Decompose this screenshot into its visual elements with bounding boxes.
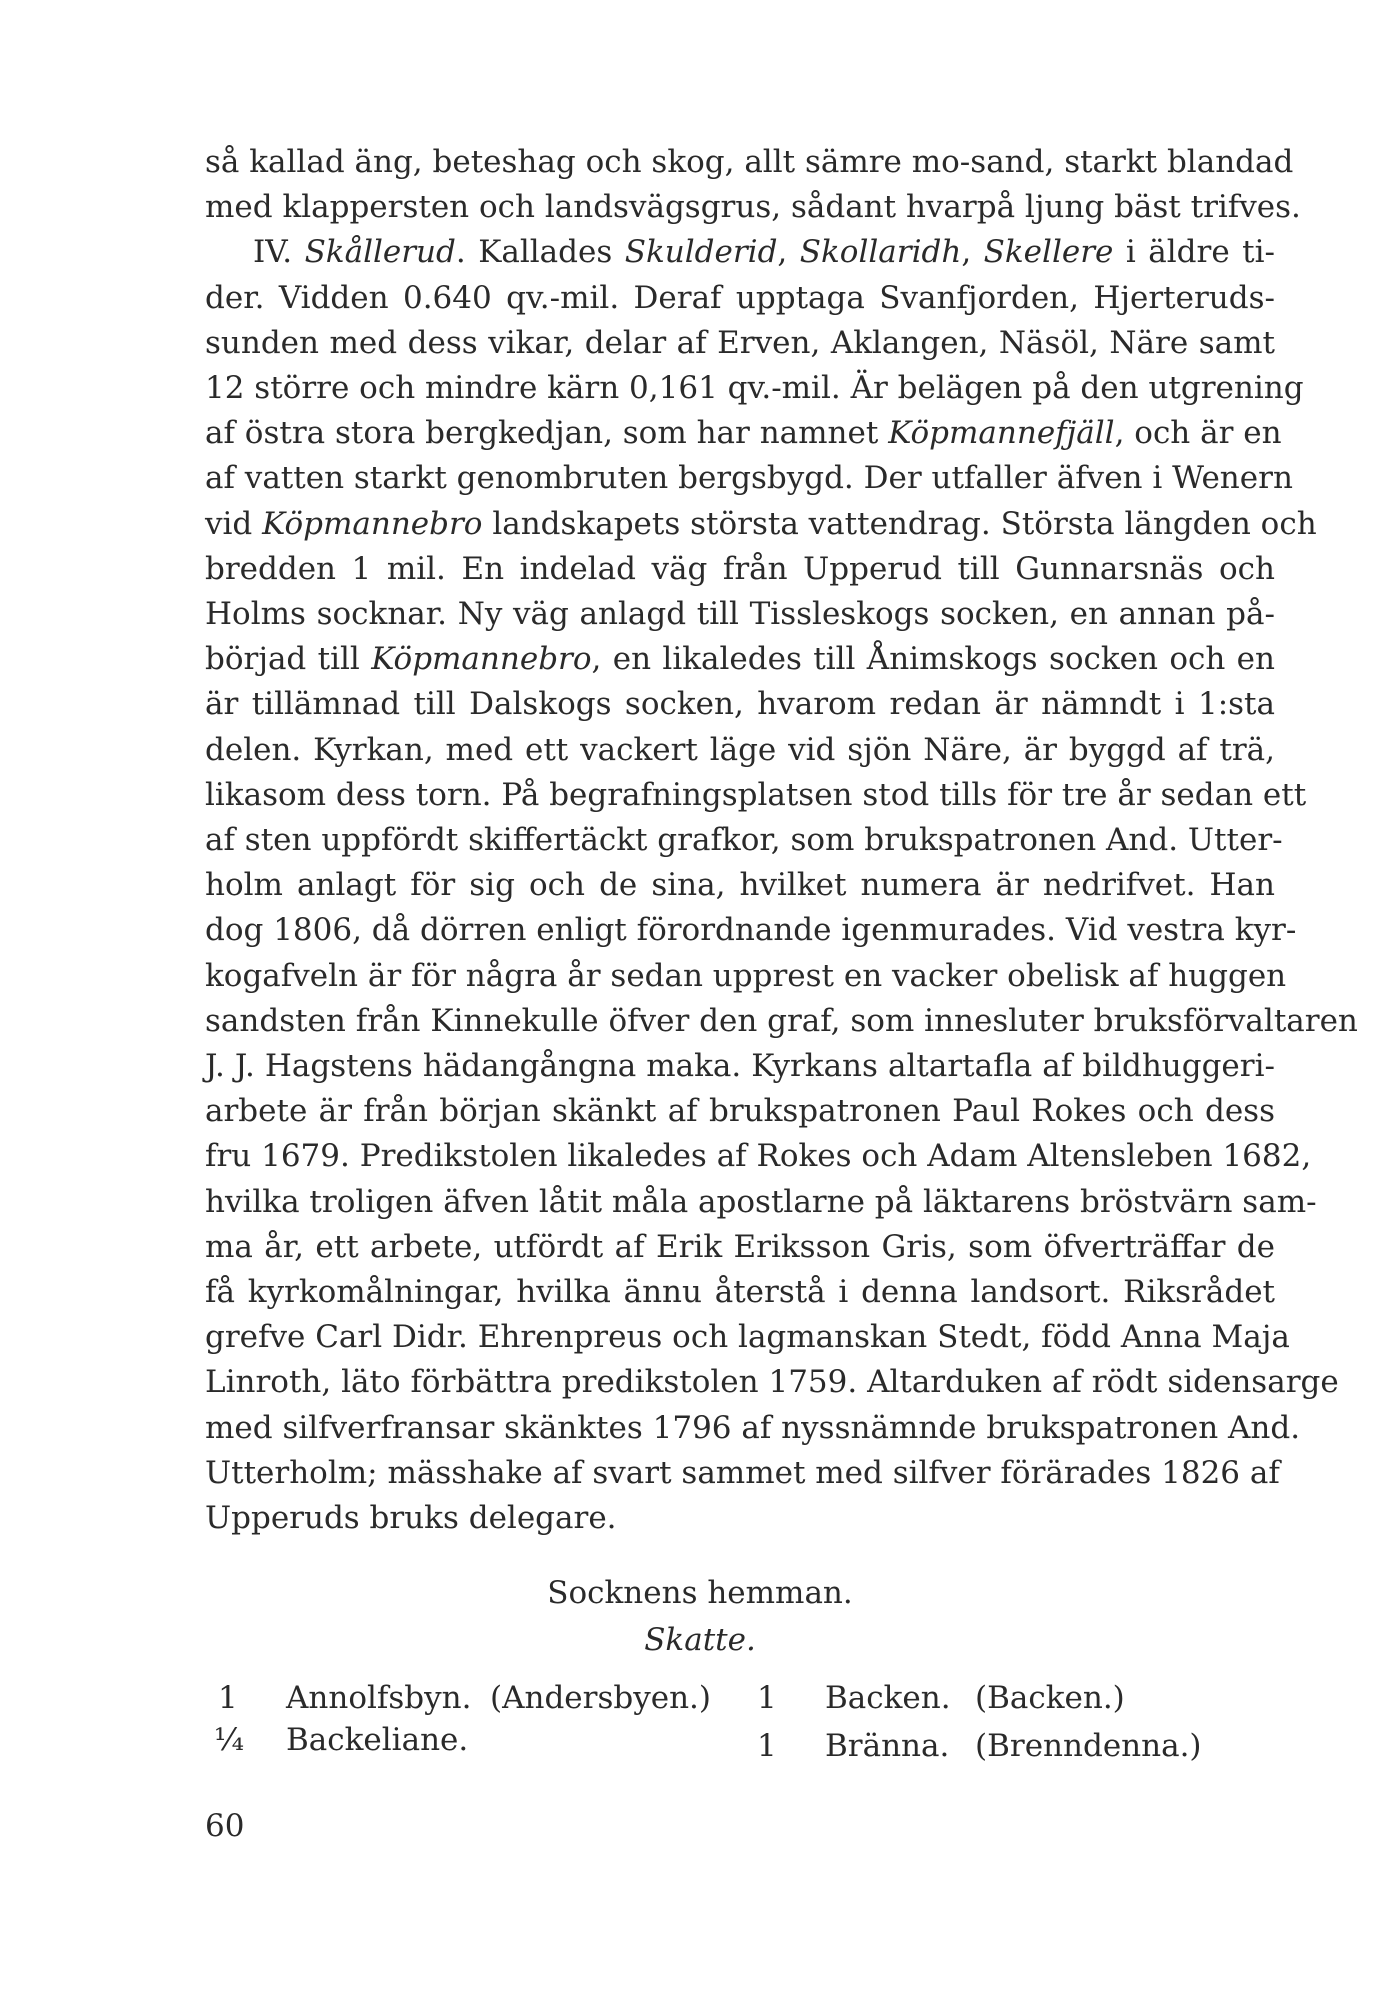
farm-name: Bränna. bbox=[825, 1728, 950, 1764]
text-line: bredden 1 mil. En indelad väg från Upperud till Gunnarsnäs och bbox=[205, 550, 1275, 587]
text-line: vid Köpmannebro landskapets största vattendrag. Största längden och bbox=[205, 505, 1317, 542]
farm-alt-name: (Backen.) bbox=[975, 1680, 1125, 1716]
farm-alt-name: (Brenndenna.) bbox=[975, 1728, 1202, 1764]
text-line: af östra stora bergkedjan, som har namnet Köpmannefjäll, och är en bbox=[205, 415, 1282, 452]
text-line: J. J. Hagstens hädangångna maka. Kyrkans altartafla af bildhuggeri- bbox=[205, 1048, 1275, 1085]
farm-share: 1 bbox=[757, 1680, 777, 1716]
text-line: Linroth, läto förbättra predikstolen 1759. Altarduken af rödt sidensarge bbox=[205, 1364, 1339, 1401]
text-line: holm anlagt för sig och de sina, hvilket numera är nedrifvet. Han bbox=[205, 867, 1275, 904]
text-line: med klappersten och landsvägsgrus, sådant hvarpå ljung bäst trifves. bbox=[205, 189, 1301, 226]
text-line: fru 1679. Predikstolen likaledes af Rokes och Adam Altensleben 1682, bbox=[205, 1138, 1312, 1175]
text-line: grefve Carl Didr. Ehrenpreus och lagmanskan Stedt, född Anna Maja bbox=[205, 1319, 1290, 1356]
text-line: arbete är från början skänkt af brukspatronen Paul Rokes och dess bbox=[205, 1093, 1275, 1130]
text-line: sunden med dess vikar, delar af Erven, Aklangen, Näsöl, Näre samt bbox=[205, 324, 1275, 361]
text-line: börjad till Köpmannebro, en likaledes till Ånimskogs socken och en bbox=[205, 641, 1275, 678]
text-line: Utterholm; mässhake af svart sammet med silfver förärades 1826 af bbox=[205, 1454, 1280, 1491]
farm-alt-name: (Andersbyen.) bbox=[490, 1680, 711, 1716]
text-line: likasom dess torn. På begrafningsplatsen stod tills för tre år sedan ett bbox=[205, 776, 1307, 813]
text-line: hvilka troligen äfven låtit måla apostlarne på läktarens bröstvärn sam- bbox=[205, 1183, 1317, 1220]
text-line: är tillämnad till Dalskogs socken, hvarom redan är nämndt i 1:sta bbox=[205, 686, 1275, 723]
body-text bbox=[205, 140, 1358, 1541]
text-line: af vatten starkt genombruten bergsbygd. Der utfaller äfven i Wenern bbox=[205, 460, 1293, 497]
text-line: der. Vidden 0.640 qv.-mil. Deraf upptaga Svanfjorden, Hjerteruds- bbox=[205, 279, 1275, 316]
farm-name: Backeliane. bbox=[286, 1722, 469, 1758]
text-line: så kallad äng, beteshag och skog, allt sämre mo-sand, starkt blandad bbox=[205, 144, 1294, 180]
text-line: kogafveln är för några år sedan upprest en vacker obelisk af huggen bbox=[205, 957, 1287, 994]
section-heading: Socknens hemman. bbox=[547, 1575, 853, 1611]
text-line: af sten uppfördt skiffertäckt grafkor, som brukspatronen And. Utter- bbox=[205, 822, 1283, 859]
farm-name: Annolfsbyn. bbox=[286, 1680, 472, 1716]
farm-share: ¼ bbox=[214, 1722, 245, 1758]
text-line: dog 1806, då dörren enligt förordnande igenmurades. Vid vestra kyr- bbox=[205, 912, 1297, 949]
text-line: med silfverfransar skänktes 1796 af nyssnämnde brukspatronen And. bbox=[205, 1409, 1301, 1446]
text-line: Upperuds bruks delegare. bbox=[205, 1500, 617, 1537]
farm-share: 1 bbox=[757, 1728, 777, 1764]
text-line: delen. Kyrkan, med ett vackert läge vid sjön Näre, är byggd af trä, bbox=[205, 731, 1275, 768]
section-subheading: Skatte. bbox=[644, 1622, 756, 1658]
farm-name: Backen. bbox=[825, 1680, 951, 1716]
text-line: sandsten från Kinnekulle öfver den graf, som innesluter bruksförvaltaren bbox=[205, 1002, 1358, 1039]
text-line: ma år, ett arbete, utfördt af Erik Eriksson Gris, som öfverträffar de bbox=[205, 1228, 1275, 1265]
text-line: 12 större och mindre kärn 0,161 qv.-mil. Är belägen på den utgrening bbox=[205, 370, 1304, 407]
page-number: 60 bbox=[205, 1808, 245, 1844]
text-line: IV. Skållerud. Kallades Skulderid, Skollaridh, Skellere i äldre ti- bbox=[253, 234, 1275, 271]
farm-share: 1 bbox=[218, 1680, 238, 1716]
text-line: Holms socknar. Ny väg anlagd till Tissleskogs socken, en annan på- bbox=[205, 596, 1275, 633]
text-line: få kyrkomålningar, hvilka ännu återstå i denna landsort. Riksrådet bbox=[205, 1274, 1275, 1311]
